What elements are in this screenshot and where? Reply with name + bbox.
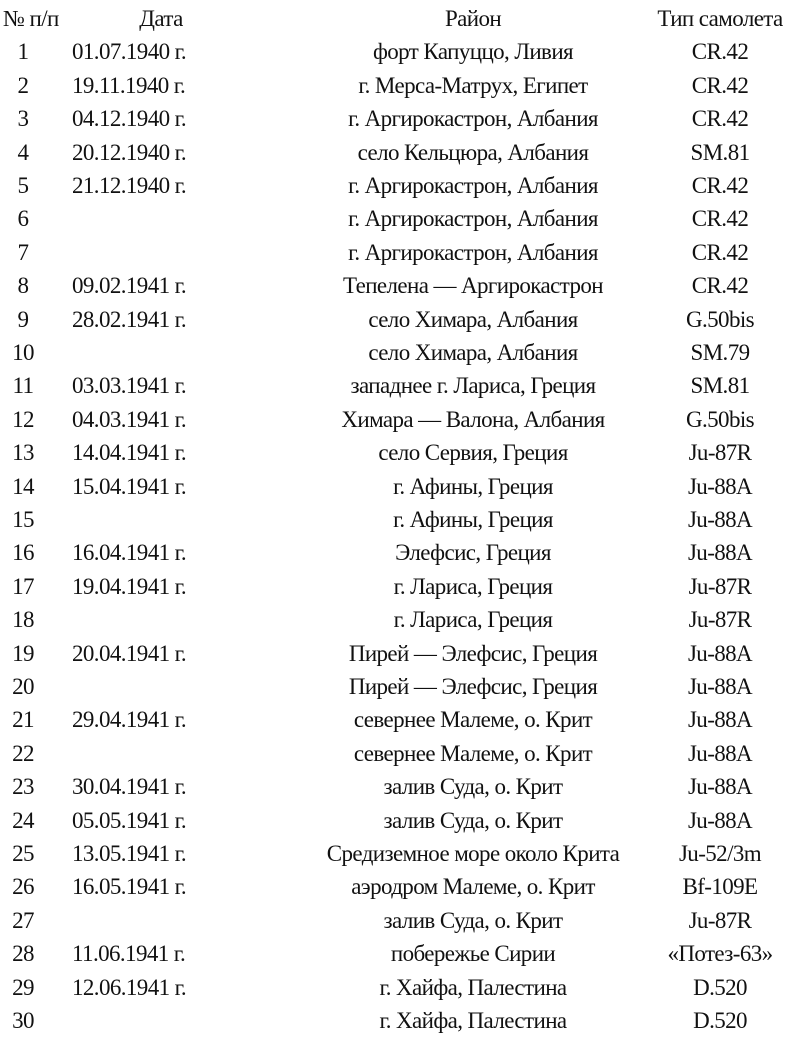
cell-num: 6 (17, 206, 29, 232)
cell-area: г. Лариса, Греция (393, 607, 553, 633)
cell-date: 12.06.1941 г. (72, 974, 187, 1000)
cell-type: Ju-87R (688, 573, 752, 599)
table-row (0, 904, 790, 937)
table-row (0, 236, 790, 269)
table-row (0, 570, 790, 603)
cell-type: D.520 (693, 1008, 747, 1033)
cell-num: 4 (17, 139, 29, 165)
cell-type: Ju-87R (688, 440, 752, 466)
cell-area: залив Суда, о. Крит (383, 807, 563, 833)
cell-num: 29 (12, 974, 34, 1000)
cell-area: севернее Малеме, о. Крит (353, 707, 593, 733)
cell-date: 04.03.1941 г. (72, 406, 187, 432)
table-header-row (0, 2, 790, 35)
cell-area: форт Капуццо, Ливия (372, 39, 574, 65)
cell-type: «Потез-63» (667, 941, 773, 967)
cell-date: 16.04.1941 г. (72, 540, 187, 566)
cell-type: CR.42 (691, 173, 749, 198)
table-row (0, 35, 790, 68)
cell-type: CR.42 (691, 239, 749, 265)
table-row (0, 202, 790, 235)
cell-num: 13 (12, 440, 34, 466)
cell-date: 09.02.1941 г. (72, 273, 187, 299)
cell-area: Средиземное море около Крита (326, 841, 620, 866)
table-row (0, 436, 790, 469)
cell-date: 29.04.1941 г. (72, 707, 187, 733)
cell-area: г. Аргирокастрон, Албания (348, 106, 598, 132)
cell-area: г. Аргирокастрон, Албания (348, 239, 598, 265)
cell-date: 16.05.1941 г. (72, 874, 187, 900)
header-area: Район (444, 6, 502, 31)
table-row (0, 603, 790, 636)
cell-area: Пирей — Элефсис, Греция (348, 674, 598, 699)
table-row (0, 536, 790, 569)
table-row (0, 971, 790, 1004)
cell-date: 30.04.1941 г. (72, 774, 187, 800)
cell-num: 14 (12, 473, 34, 499)
cell-type: Ju-88A (687, 540, 753, 566)
cell-type: Ju-88A (687, 807, 753, 833)
cell-date: 04.12.1940 г. (72, 106, 187, 132)
cell-type: Ju-88A (687, 507, 753, 532)
cell-date: 11.06.1941 г. (72, 941, 186, 967)
table-row (0, 169, 790, 202)
cell-date: 21.12.1940 г. (72, 173, 187, 198)
cell-date: 20.12.1940 г. (72, 139, 187, 165)
table-row (0, 670, 790, 703)
cell-num: 1 (17, 39, 29, 65)
cell-date: 01.07.1940 г. (72, 39, 187, 65)
cell-num: 12 (12, 406, 34, 432)
cell-date: 03.03.1941 г. (72, 373, 187, 399)
cell-type: Ju-88A (687, 473, 753, 499)
table-row (0, 102, 790, 135)
table-row (0, 804, 790, 837)
cell-date: 15.04.1941 г. (72, 473, 187, 499)
cell-date: 19.11.1940 г. (72, 72, 186, 98)
cell-area: г. Хайфа, Палестина (379, 974, 567, 1000)
cell-type: SM.81 (690, 139, 750, 165)
cell-type: CR.42 (691, 273, 749, 299)
cell-type: G.50bis (685, 306, 754, 332)
cell-area: залив Суда, о. Крит (383, 774, 563, 800)
cell-num: 30 (12, 1008, 34, 1033)
table-row (0, 69, 790, 102)
cell-type: Bf-109E (682, 874, 758, 900)
table-row (0, 937, 790, 970)
cell-area: Элефсис, Греция (395, 540, 551, 566)
table-row (0, 837, 790, 870)
cell-date: 13.05.1941 г. (72, 841, 187, 866)
table-row (0, 503, 790, 536)
cell-num: 7 (17, 239, 29, 265)
cell-num: 28 (12, 941, 34, 967)
cell-area: село Сервия, Греция (378, 440, 568, 466)
cell-num: 16 (12, 540, 34, 566)
table-row (0, 403, 790, 436)
table-row (0, 369, 790, 402)
cell-type: Ju-88A (687, 707, 753, 733)
cell-num: 27 (12, 907, 34, 933)
cell-type: Ju-87R (688, 607, 752, 633)
cell-area: побережье Сирии (390, 941, 556, 967)
cell-area: село Химара, Албания (368, 306, 578, 332)
cell-area: г. Мерса-Матрух, Египет (358, 72, 588, 98)
cell-num: 11 (12, 373, 34, 399)
table-row (0, 870, 790, 903)
table-row (0, 303, 790, 336)
table-row (0, 737, 790, 770)
cell-num: 9 (17, 306, 29, 332)
cell-type: Ju-88A (687, 774, 753, 800)
cell-num: 3 (17, 106, 29, 132)
table-row (0, 269, 790, 302)
cell-date: 05.05.1941 г. (72, 807, 187, 833)
cell-area: Тепелена — Аргирокастрон (343, 273, 603, 299)
cell-num: 2 (17, 72, 29, 98)
cell-num: 8 (17, 273, 29, 299)
cell-type: D.520 (693, 974, 747, 1000)
cell-type: G.50bis (685, 406, 754, 432)
cell-num: 23 (12, 774, 34, 800)
cell-num: 17 (12, 573, 34, 599)
cell-type: Ju-88A (687, 674, 753, 699)
cell-num: 5 (17, 173, 29, 198)
cell-num: 18 (12, 607, 34, 633)
cell-num: 24 (12, 807, 34, 833)
table-row (0, 637, 790, 670)
cell-num: 21 (12, 707, 34, 733)
table-row (0, 770, 790, 803)
cell-area: г. Афины, Греция (393, 507, 553, 532)
cell-num: 15 (12, 507, 34, 532)
cell-date: 20.04.1941 г. (72, 640, 187, 666)
cell-num: 22 (12, 740, 34, 766)
cell-type: Ju-87R (688, 907, 752, 933)
cell-type: Ju-88A (687, 640, 753, 666)
cell-area: г. Хайфа, Палестина (379, 1008, 567, 1033)
cell-area: залив Суда, о. Крит (383, 907, 563, 933)
cell-date: 19.04.1941 г. (72, 573, 187, 599)
cell-area: аэродром Малеме, о. Крит (351, 874, 595, 900)
cell-area: г. Лариса, Греция (393, 573, 553, 599)
cell-num: 20 (12, 674, 34, 699)
header-date: Дата (139, 6, 183, 31)
cell-type: CR.42 (691, 72, 749, 98)
table-row (0, 336, 790, 369)
header-type: Тип самолета (657, 6, 783, 31)
cell-area: западнее г. Лариса, Греция (350, 373, 596, 399)
cell-date: 14.04.1941 г. (72, 440, 187, 466)
table-row (0, 703, 790, 736)
header-num: № п/п (3, 6, 59, 31)
cell-area: г. Аргирокастрон, Албания (348, 206, 598, 232)
cell-area: Химара — Валона, Албания (341, 406, 605, 432)
cell-num: 10 (12, 340, 34, 365)
cell-area: севернее Малеме, о. Крит (353, 740, 593, 766)
cell-area: село Кельцюра, Албания (357, 139, 589, 165)
cell-type: CR.42 (691, 206, 749, 232)
cell-type: SM.81 (690, 373, 750, 399)
table-row (0, 136, 790, 169)
table-row (0, 470, 790, 503)
cell-area: Пирей — Элефсис, Греция (348, 640, 598, 666)
cell-type: Ju-88A (687, 740, 753, 766)
cell-type: SM.79 (690, 340, 750, 365)
cell-area: г. Аргирокастрон, Албания (348, 173, 598, 198)
cell-num: 19 (12, 640, 34, 666)
cell-num: 26 (12, 874, 34, 900)
cell-type: CR.42 (691, 106, 749, 132)
table-row (0, 1004, 790, 1037)
cell-num: 25 (12, 841, 34, 866)
cell-type: Ju-52/3m (678, 841, 762, 866)
cell-date: 28.02.1941 г. (72, 306, 187, 332)
cell-area: г. Афины, Греция (393, 473, 553, 499)
cell-area: село Химара, Албания (368, 340, 578, 365)
cell-type: CR.42 (691, 39, 749, 65)
